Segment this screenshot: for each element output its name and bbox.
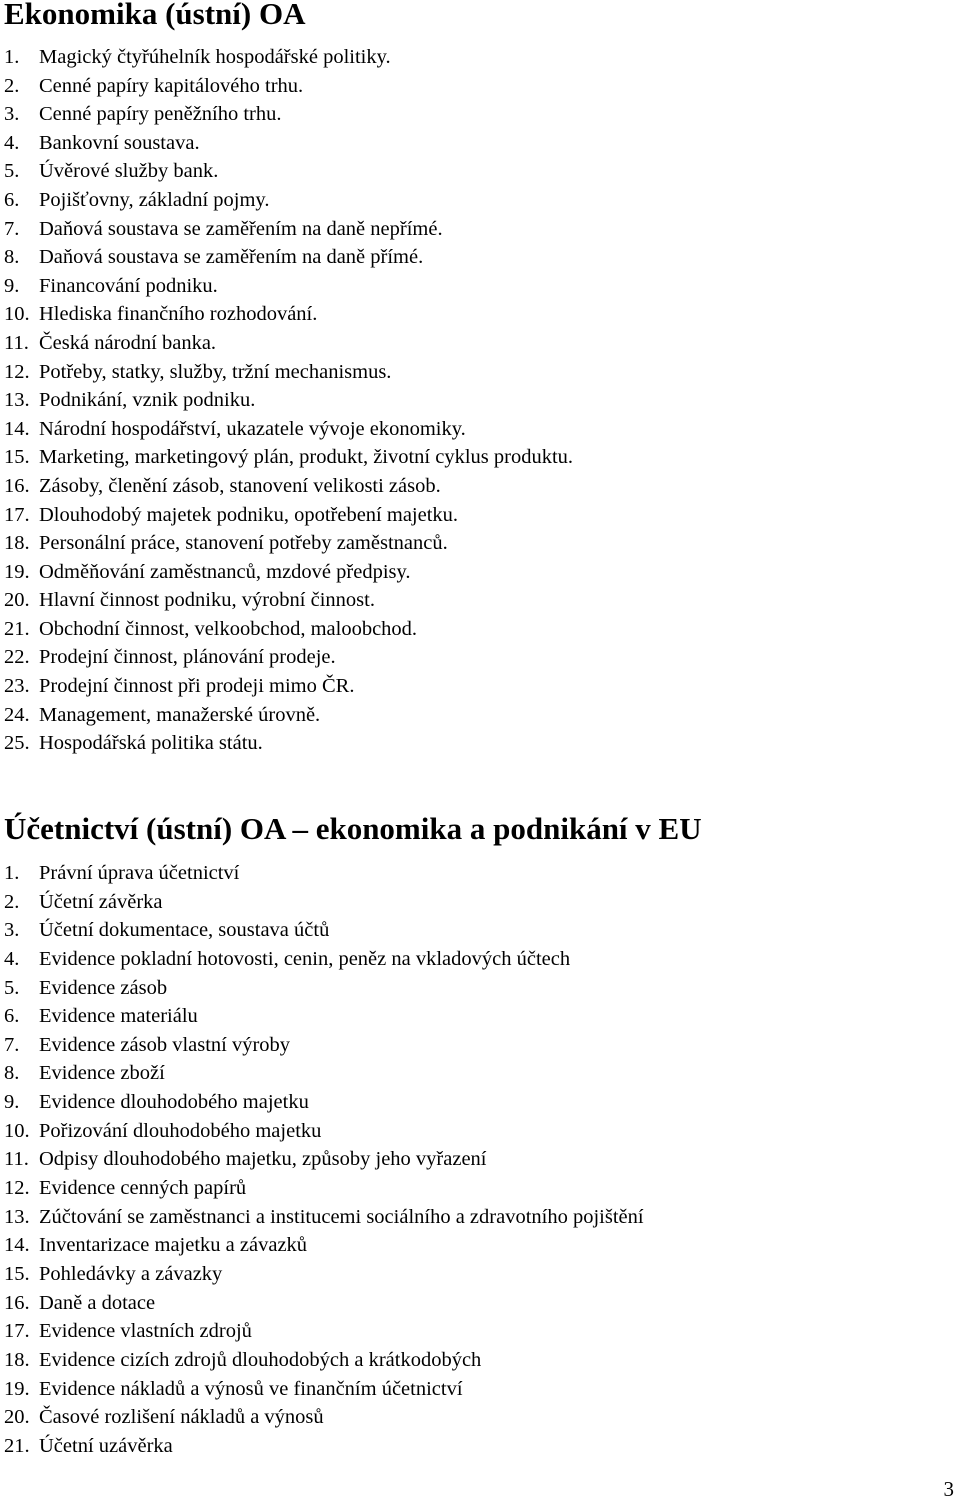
list-item-text: Evidence cenných papírů [39, 1177, 247, 1200]
list-item-number: 25. [4, 732, 30, 755]
list-item [4, 859, 644, 888]
list-item [4, 157, 573, 186]
list-item-number: 18. [4, 1348, 30, 1371]
list-item [4, 729, 573, 758]
list-item [4, 1174, 644, 1203]
list-item [4, 415, 573, 444]
list-item-number: 4. [4, 131, 20, 154]
list-item-number: 7. [4, 217, 20, 240]
list-item-text: Prodejní činnost, plánování prodeje. [39, 646, 336, 669]
list-item-number: 14. [4, 417, 30, 440]
list-item-text: Bankovní soustava. [39, 131, 200, 154]
list-item-number: 15. [4, 1262, 30, 1285]
list-item-number: 8. [4, 246, 20, 269]
list-item-number: 23. [4, 675, 30, 698]
list-item-number: 2. [4, 74, 20, 97]
list-item-number: 18. [4, 532, 30, 555]
list-item-text: Personální práce, stanovení potřeby zaměstnanců. [39, 532, 448, 555]
list-item-text: Evidence vlastních zdrojů [39, 1320, 252, 1343]
list-item [4, 472, 573, 501]
list-item-text: Účetní dokumentace, soustava účtů [39, 919, 330, 942]
list-item-text: Financování podniku. [39, 274, 218, 297]
list-item-number: 6. [4, 1005, 20, 1028]
list-item-number: 20. [4, 1406, 30, 1429]
list-item-text: Evidence zásob vlastní výroby [39, 1033, 291, 1056]
list-item [4, 1117, 644, 1146]
list-item-number: 17. [4, 1320, 30, 1343]
list-item-number: 20. [4, 589, 30, 612]
page-number: 3 [943, 1477, 954, 1501]
section-title-ekonomika: Ekonomika (ústní) OA [4, 0, 306, 31]
list-item [4, 215, 573, 244]
list-item [4, 443, 573, 472]
list-item-number: 5. [4, 160, 20, 183]
list-item-text: Marketing, marketingový plán, produkt, životní cyklus produktu. [39, 446, 574, 469]
list-item-number: 10. [4, 303, 30, 326]
list-item-number: 21. [4, 617, 30, 640]
list-item-text: Česká národní banka. [39, 331, 217, 354]
list-item [4, 129, 573, 158]
list-item [4, 43, 573, 72]
list-item-number: 11. [4, 331, 29, 354]
list-item-text: Inventarizace majetku a závazků [39, 1234, 308, 1257]
list-item-text: Účetní závěrka [39, 890, 163, 913]
list-item [4, 701, 573, 730]
list-item-number: 8. [4, 1062, 20, 1085]
list-item [4, 100, 573, 129]
list-item-number: 1. [4, 46, 20, 68]
list-item-number: 19. [4, 1377, 30, 1400]
list-item [4, 888, 644, 917]
list-item [4, 186, 573, 215]
list-item-number: 13. [4, 389, 30, 412]
list-item-text: Odpisy dlouhodobého majetku, způsoby jeho vyřazení [39, 1148, 487, 1171]
list-item [4, 916, 644, 945]
list-item [4, 1403, 644, 1432]
list-item-text: Pojišťovny, základní pojmy. [39, 188, 270, 211]
list-item-text: Daňová soustava se zaměřením na daně nepřímé. [39, 217, 443, 240]
list-item-number: 11. [4, 1148, 29, 1171]
list-item [4, 672, 573, 701]
list-item [4, 386, 573, 415]
list-item-text: Evidence cizích zdrojů dlouhodobých a krátkodobých [39, 1348, 482, 1371]
list-item-text: Dlouhodobý majetek podniku, opotřebení majetku. [39, 503, 459, 526]
list-item-number: 22. [4, 646, 30, 669]
list-item-number: 2. [4, 890, 20, 913]
list-item-text: Podnikání, vznik podniku. [39, 389, 256, 412]
list-item [4, 72, 573, 101]
list-item-text: Evidence materiálu [39, 1005, 198, 1028]
list-item-number: 14. [4, 1234, 30, 1257]
list-item-number: 13. [4, 1205, 30, 1228]
list-item-number: 3. [4, 919, 20, 942]
list-item [4, 1432, 644, 1461]
list-item-text: Management, manažerské úrovně. [39, 703, 321, 726]
list-item-number: 4. [4, 947, 20, 970]
list-item-text: Národní hospodářství, ukazatele vývoje ekonomiky. [39, 417, 466, 440]
list-item-number: 12. [4, 1177, 30, 1200]
list-item [4, 501, 573, 530]
list-item [4, 945, 644, 974]
list-item-text: Cenné papíry peněžního trhu. [39, 103, 282, 126]
list-item-text: Evidence pokladní hotovosti, cenin, peněz na vkladových účtech [39, 947, 571, 970]
list-item-text: Daňová soustava se zaměřením na daně přímé. [39, 246, 424, 269]
list-item [4, 1260, 644, 1289]
list-item [4, 1145, 644, 1174]
list-item-number: 3. [4, 103, 20, 126]
list-item [4, 586, 573, 615]
list-item [4, 1059, 644, 1088]
list-item-text: Hlediska finančního rozhodování. [39, 303, 318, 326]
list-item [4, 643, 573, 672]
list-item [4, 300, 573, 329]
list-item-number: 24. [4, 703, 30, 726]
list-item-text: Potřeby, statky, služby, tržní mechanismus. [39, 360, 392, 383]
list-item [4, 329, 573, 358]
list-item [4, 1088, 644, 1117]
list-item [4, 1375, 644, 1404]
list-item-text: Časové rozlišení nákladů a výnosů [39, 1406, 324, 1429]
list-item [4, 1203, 644, 1232]
list-item-text: Evidence dlouhodobého majetku [39, 1091, 309, 1114]
list-item-number: 5. [4, 976, 20, 999]
list-item-text: Daně a dotace [39, 1291, 156, 1314]
list-item-text: Zásoby, členění zásob, stanovení velikosti zásob. [39, 474, 441, 497]
list-item-number: 7. [4, 1033, 20, 1056]
list-item [4, 974, 644, 1003]
topic-list-ekonomika [4, 43, 573, 758]
list-item [4, 1346, 644, 1375]
list-item-text: Zúčtování se zaměstnanci a institucemi sociálního a zdravotního pojištění [39, 1205, 644, 1228]
list-item-number: 16. [4, 1291, 30, 1314]
list-item [4, 358, 573, 387]
list-item [4, 1289, 644, 1318]
list-item-text: Evidence nákladů a výnosů ve finančním účetnictví [39, 1377, 463, 1400]
list-item-text: Prodejní činnost při prodeji mimo ČR. [39, 675, 355, 698]
list-item-text: Pohledávky a závazky [39, 1262, 223, 1285]
list-item [4, 615, 573, 644]
list-item-text: Hlavní činnost podniku, výrobní činnost. [39, 589, 375, 612]
list-item-text: Účetní uzávěrka [39, 1434, 173, 1457]
list-item-text: Hospodářská politika státu. [39, 732, 263, 755]
list-item-number: 1. [4, 862, 20, 884]
list-item [4, 272, 573, 301]
list-item [4, 1002, 644, 1031]
list-item-number: 10. [4, 1119, 30, 1142]
list-item [4, 1317, 644, 1346]
list-item-text: Odměňování zaměstnanců, mzdové předpisy. [39, 560, 411, 583]
list-item-number: 9. [4, 1091, 20, 1114]
list-item-number: 19. [4, 560, 30, 583]
list-item [4, 1231, 644, 1260]
list-item [4, 529, 573, 558]
list-item-text: Právní úprava účetnictví [39, 862, 240, 884]
list-item-text: Evidence zboží [39, 1062, 165, 1085]
list-item-number: 12. [4, 360, 30, 383]
list-item-number: 15. [4, 446, 30, 469]
section-title-ucetnictvi: Účetnictví (ústní) OA – ekonomika a podnikání v EU [4, 811, 702, 846]
list-item-number: 17. [4, 503, 30, 526]
topic-list-ucetnictvi [4, 859, 644, 1460]
list-item [4, 1031, 644, 1060]
list-item-number: 6. [4, 188, 20, 211]
list-item [4, 558, 573, 587]
list-item-text: Cenné papíry kapitálového trhu. [39, 74, 304, 97]
list-item-number: 9. [4, 274, 20, 297]
list-item-text: Evidence zásob [39, 976, 168, 999]
list-item-number: 21. [4, 1434, 30, 1457]
list-item-text: Magický čtyřúhelník hospodářské politiky. [39, 46, 391, 68]
list-item-text: Obchodní činnost, velkoobchod, maloobchod. [39, 617, 418, 640]
list-item [4, 243, 573, 272]
list-item-text: Pořizování dlouhodobého majetku [39, 1119, 322, 1142]
list-item-text: Úvěrové služby bank. [39, 160, 219, 183]
list-item-number: 16. [4, 474, 30, 497]
